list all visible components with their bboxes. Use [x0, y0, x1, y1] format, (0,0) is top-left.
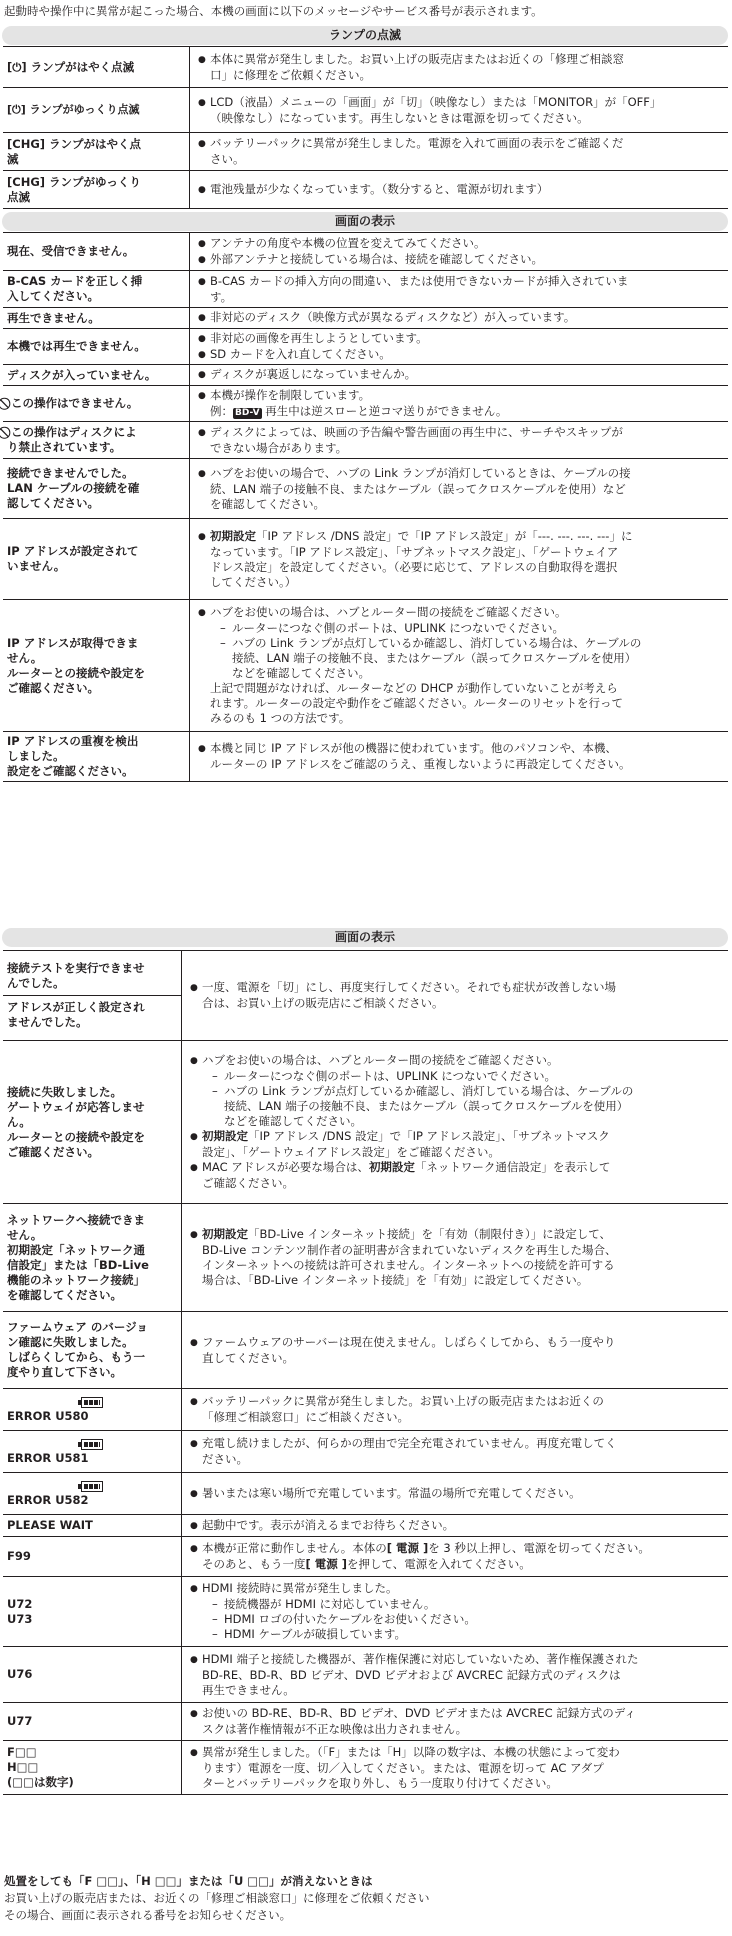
- row-key: 本機では再生できません。: [3, 329, 190, 365]
- intro-text: 起動時や操作中に異常が起こった場合、本機の画面に以下のメッセージやサービス番号が表示されます。: [4, 4, 543, 18]
- outro-line: お買い上げの販売店または、お近くの「修理ご相談窓口」に修理をご依頼ください: [4, 1891, 430, 1905]
- row-key: IP アドレスの重複を検出 しました。 設定をご確認ください。: [3, 732, 190, 782]
- row-key: ERROR U580: [3, 1389, 182, 1431]
- table-row: ⃠ この操作はディスクによ り禁止されています。 ● ディスクによっては、映画の予告編や警告画面の再生中に、サーチやスキップが できない場合があります。: [3, 422, 728, 459]
- row-key: ネットワークへ接続できま せん。 初期設定「ネットワーク通 信設定」または「BD-Live 機能のネットワーク接続」 を確認してください。: [3, 1204, 182, 1312]
- outro-heading: 処置をしても「F □□」、「H □□」または「U □□」が消えないときは: [4, 1874, 373, 1888]
- row-key: ファームウェア のバージョ ン確認に失敗しました。 しばらくしてから、もう一 度やり直して下さい。: [3, 1312, 182, 1389]
- table-row: PLEASE WAIT ● 起動中です。表示が消えるまでお待ちください。: [3, 1515, 728, 1537]
- table-row: ERROR U580 ● バッテリーパックに異常が発生しました。お買い上げの販売店またはお近くの 「修理ご相談窓口」にご相談ください。: [3, 1389, 728, 1431]
- table-row: B-CAS カードを正しく挿 入してください。 ● B-CAS カードの挿入方向の間違い、または使用できないカードが挿入されていま す。: [3, 271, 728, 308]
- battery-full-icon: [81, 1481, 103, 1492]
- table-row: 再生できません。 ● 非対応のディスク（映像方式が異なるディスクなど）が入っています。: [3, 308, 728, 329]
- battery-full-icon: [81, 1439, 103, 1450]
- row-key: U77: [3, 1703, 182, 1741]
- row-desc: ● LCD（液晶）メニューの「画面」が「切」（映像なし）または「MONITOR」が「OFF」 （映像なし）になっています。再生しないときは電源を切ってください。: [190, 88, 729, 133]
- section-header-lamp: ランプの点滅: [2, 26, 728, 45]
- table-row: F□□ H□□ (□□は数字) ● 異常が発生しました。（「F」または「H」以降の数字は、本機の状態によって変わ ります）電源を一度、切／入してください。または、電源を切って AC アダプ ターとバッテリーパックを取り外し、もう一度取り付けてください。: [3, 1741, 728, 1795]
- bd-video-badge: BD-V: [235, 408, 260, 418]
- outro-line: その場合、画面に表示される番号をお知らせください。: [4, 1908, 292, 1922]
- row-key: ディスクが入っていません。: [3, 365, 190, 386]
- screen-table-1: [3, 232, 728, 782]
- row-key: 接続できませんでした。 LAN ケーブルの接続を確 認してください。: [3, 459, 190, 519]
- row-key: F99: [3, 1537, 182, 1577]
- power-button-label: [ 電源 ]: [386, 1541, 429, 1555]
- outro-note: [4, 1873, 430, 1924]
- table-row: [3, 133, 728, 171]
- row-key: 現在、受信できません。: [3, 233, 190, 271]
- row-desc: [190, 47, 729, 88]
- row-key: [CHG] ランプがゆっくり 点滅: [3, 171, 190, 209]
- screen-table-2: [3, 950, 728, 1795]
- table-row: ディスクが入っていません。 ● ディスクが裏返しになっていませんか。: [3, 365, 728, 386]
- battery-full-icon: [81, 1397, 103, 1408]
- row-key: [⏻] ランプがゆっくり点滅: [3, 88, 190, 133]
- table-row: U77 ● お使いの BD-RE、BD-R、BD ビデオ、DVD ビデオまたは AVCREC 記録方式のディ スクは著作権情報が不正な映像は出力されません。: [3, 1703, 728, 1741]
- row-key: [CHG] ランプがはやく点 滅: [3, 133, 190, 171]
- section-header-screen-2: 画面の表示: [2, 928, 728, 947]
- row-key: IP アドレスが設定されて いません。: [3, 519, 190, 600]
- table-row: 接続に失敗しました。 ゲートウェイが応答しませ ん。 ルーターとの接続や設定を ご確認ください。 ● ハブをお使いの場合は、ハブとルーター間の接続をご確認ください。 – ルーターにつなぐ側のポートは、UPLINK につないでください。 – ハブの Link ランプが点灯しているか確認し、消灯している場合は、ケーブルの 接続、LAN 端子の接触不良、またはケーブル（誤ってクロスケーブルを使用） などを確認してください。 ● 初期設定「IP アドレス /DNS 設定」で「IP アドレス設定」、「サブネットマスク 設定」、「ゲートウェイアドレス設定」をご確認ください。 ● MAC アドレスが必要な場合は、初期設定「ネットワーク通信設定」を表示して ご確認ください。: [3, 1041, 728, 1204]
- table-row: ネットワークへ接続できま せん。 初期設定「ネットワーク通 信設定」または「BD-Live 機能のネットワーク接続」 を確認してください。 ● 初期設定「BD-Live インターネット接続」を「有効（制限付き）」に設定して、 BD-Live コンテンツ制作者の証明書が含まれていないディスクを再生した場合、 インターネットへの接続は許可されません。インターネットへの接続を許可する 場合は、「BD-Live インターネット接続」を「有効」に設定してください。: [3, 1204, 728, 1312]
- table-row: 接続できませんでした。 LAN ケーブルの接続を確 認してください。 ● ハブをお使いの場合で、ハブの Link ランプが消灯しているときは、ケーブルの接 続、LAN 端子の接触不良、またはケーブル（誤ってクロスケーブルを使用）など を確認してください。: [3, 459, 728, 519]
- table-row: IP アドレスが設定されて いません。 ● 初期設定「IP アドレス /DNS 設定」で「IP アドレス設定」が「---. ---. ---. ---」に なっています。「IP アドレス設定」、「サブネットマスク設定」、「ゲートウェイア ドレス設定」を設定してください。（必要に応じて、アドレスの自動取得を選択 してください。）: [3, 519, 728, 600]
- row-key: ⃠ この操作はできません。: [3, 386, 190, 422]
- table-row: ⃠ この操作はできません。 ● 本機が操作を制限しています。 例： BD-V 再生中は逆スローと逆コマ送りができません。: [3, 386, 728, 422]
- row-key: 接続に失敗しました。 ゲートウェイが応答しませ ん。 ルーターとの接続や設定を ご確認ください。: [3, 1041, 182, 1204]
- table-row: 接続テストを実行できませ んでした。 アドレスが正しく設定され ませんでした。 ● 一度、電源を「切」にし、再度実行してください。それでも症状が改善しない場 合は、お買い上げの販売店にご相談ください。: [3, 951, 728, 1041]
- table-row: IP アドレスが取得できま せん。 ルーターとの接続や設定を ご確認ください。 ● ハブをお使いの場合は、ハブとルーター間の接続をご確認ください。 – ルーターにつなぐ側のポートは、UPLINK につないでください。 – ハブの Link ランプが点灯しているか確認し、消灯している場合は、ケーブルの 接続、LAN 端子の接触不良、またはケーブル（誤ってクロスケーブルを使用） などを確認してください。 上記で問題がなければ、ルーターなどの DHCP が動作していないことが考えら れます。ルーターの設定や動作をご確認ください。ルーターのリセットを行って みるのも 1 つの方法です。: [3, 600, 728, 732]
- table-row: U72 U73 ● HDMI 接続時に異常が発生しました。 – 接続機器が HDMI に対応していません。 – HDMI ロゴの付いたケーブルをお使いください。 – HDMI ケーブルが破損しています。: [3, 1577, 728, 1647]
- table-row: U76 ● HDMI 端子と接続した機器が、著作権保護に対応していないため、著作権保護された BD-RE、BD-R、BD ビデオ、DVD ビデオおよび AVCREC 記録方式のディスクは 再生できません。: [3, 1647, 728, 1703]
- row-key: 接続テストを実行できませ んでした。 アドレスが正しく設定され ませんでした。: [3, 951, 182, 1041]
- table-row: [3, 47, 728, 88]
- row-key: IP アドレスが取得できま せん。 ルーターとの接続や設定を ご確認ください。: [3, 600, 190, 732]
- row-key: B-CAS カードを正しく挿 入してください。: [3, 271, 190, 308]
- table-row: ERROR U582 ● 暑いまたは寒い場所で充電しています。常温の場所で充電してください。: [3, 1473, 728, 1515]
- table-row: 本機では再生できません。 ● 非対応の画像を再生しようとしています。 ● SD カードを入れ直してください。: [3, 329, 728, 365]
- row-key: PLEASE WAIT: [3, 1515, 182, 1537]
- row-key: ERROR U582: [3, 1473, 182, 1515]
- row-key: U72 U73: [3, 1577, 182, 1647]
- row-key: U76: [3, 1647, 182, 1703]
- table-row: ERROR U581 ● 充電し続けましたが、何らかの理由で完全充電されていません。再度充電してく ださい。: [3, 1431, 728, 1473]
- row-desc: ● 電池残量が少なくなっています。（数分すると、電源が切れます）: [190, 171, 729, 209]
- row-key: ⃠ この操作はディスクによ り禁止されています。: [3, 422, 190, 459]
- row-key: [⏻] ランプがはやく点滅: [3, 47, 190, 88]
- table-row: 現在、受信できません。 ● アンテナの角度や本機の位置を変えてみてください。 ● 外部アンテナと接続している場合は、接続を確認してください。: [3, 233, 728, 271]
- row-key: 再生できません。: [3, 308, 190, 329]
- table-row: F99 ● 本機が正常に動作しません。本体の[ 電源 ]を 3 秒以上押し、電源を切ってください。 そのあと、もう一度[ 電源 ]を押して、電源を入れてください。: [3, 1537, 728, 1577]
- table-row: ファームウェア のバージョ ン確認に失敗しました。 しばらくしてから、もう一 度やり直して下さい。 ● ファームウェアのサーバーは現在使えません。しばらくしてから、もう一度やり 直してください。: [3, 1312, 728, 1389]
- section-header-screen-1: 画面の表示: [2, 212, 728, 231]
- row-key: ERROR U581: [3, 1431, 182, 1473]
- table-row: [3, 88, 728, 133]
- table-row: [3, 171, 728, 209]
- lamp-table: [3, 46, 728, 209]
- table-row: IP アドレスの重複を検出 しました。 設定をご確認ください。 ● 本機と同じ IP アドレスが他の機器に使われています。他のパソコンや、本機、 ルーターの IP アドレスをご確認のうえ、重複しないように再設定してください。: [3, 732, 728, 782]
- row-desc: ● バッテリーパックに異常が発生しました。電源を入れて画面の表示をご確認くだ さい。: [190, 133, 729, 171]
- bullet-line: ● 本体に異常が発生しました。お買い上げの販売店またはお近くの「修理ご相談窓 口」に修理をご依頼ください。: [198, 52, 724, 83]
- row-key: F□□ H□□ (□□は数字): [3, 1741, 182, 1795]
